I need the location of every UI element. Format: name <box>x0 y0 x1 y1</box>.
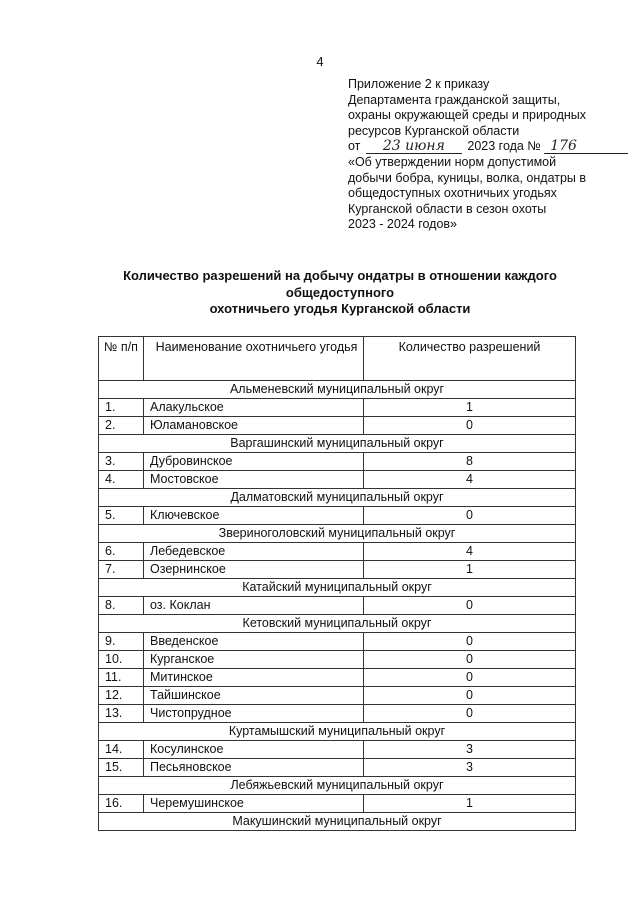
permit-count: 4 <box>364 543 576 561</box>
district-name: Кетовский муниципальный округ <box>99 615 576 633</box>
table-row <box>99 417 576 435</box>
hunting-ground-name: оз. Коклан <box>144 597 364 615</box>
permit-count: 1 <box>364 795 576 813</box>
district-row <box>99 489 576 507</box>
permits-table <box>98 336 576 831</box>
hunting-ground-name: Мостовское <box>144 471 364 489</box>
table-row <box>99 543 576 561</box>
permit-count: 1 <box>364 399 576 417</box>
hunting-ground-name: Ключевское <box>144 507 364 525</box>
table-row <box>99 759 576 777</box>
appendix-header <box>348 77 618 233</box>
table-row <box>99 687 576 705</box>
hunting-ground-name: Митинское <box>144 669 364 687</box>
table-row <box>99 561 576 579</box>
table-row <box>99 669 576 687</box>
header-number: № п/п <box>99 337 144 381</box>
handwritten-order-date: 23 июня <box>366 140 462 154</box>
row-number: 6. <box>99 543 144 561</box>
table-row <box>99 399 576 417</box>
district-row <box>99 813 576 831</box>
order-title-line: «Об утверждении норм допустимой <box>348 154 557 169</box>
permit-count: 0 <box>364 687 576 705</box>
hunting-ground-name: Чистопрудное <box>144 705 364 723</box>
hunting-ground-name: Черемушинское <box>144 795 364 813</box>
district-row <box>99 525 576 543</box>
order-reference <box>348 139 618 155</box>
permit-count: 0 <box>364 705 576 723</box>
district-name: Далматовский муниципальный округ <box>99 489 576 507</box>
permit-count: 0 <box>364 669 576 687</box>
row-number: 10. <box>99 651 144 669</box>
header-line: ресурсов Курганской области <box>348 123 520 138</box>
order-title-line: общедоступных охотничьих угодьях <box>348 186 557 201</box>
order-title-line: 2023 - 2024 годов» <box>348 217 457 232</box>
hunting-ground-name: Лебедевское <box>144 543 364 561</box>
row-number: 4. <box>99 471 144 489</box>
district-row <box>99 615 576 633</box>
permit-count: 4 <box>364 471 576 489</box>
permit-count: 0 <box>364 507 576 525</box>
row-number: 11. <box>99 669 144 687</box>
district-name: Макушинский муниципальный округ <box>99 813 576 831</box>
row-number: 14. <box>99 741 144 759</box>
district-name: Лебяжьевский муниципальный округ <box>99 777 576 795</box>
row-number: 5. <box>99 507 144 525</box>
district-row <box>99 723 576 741</box>
permit-count: 0 <box>364 597 576 615</box>
hunting-ground-name: Введенское <box>144 633 364 651</box>
hunting-ground-name: Курганское <box>144 651 364 669</box>
header-line: охраны окружающей среды и природных <box>348 108 587 123</box>
page-number: 4 <box>316 54 324 69</box>
table-row <box>99 795 576 813</box>
permit-count: 3 <box>364 759 576 777</box>
document-title-line: общедоступного <box>285 284 395 300</box>
district-row <box>99 579 576 597</box>
permit-count: 0 <box>364 651 576 669</box>
district-name: Звериноголовский муниципальный округ <box>99 525 576 543</box>
permit-count: 3 <box>364 741 576 759</box>
document-title-line: охотничьего угодья Курганской области <box>209 301 471 316</box>
district-name: Катайский муниципальный округ <box>99 579 576 597</box>
row-number: 2. <box>99 417 144 435</box>
table-row <box>99 507 576 525</box>
table-row <box>99 597 576 615</box>
row-number: 13. <box>99 705 144 723</box>
hunting-ground-name: Тайшинское <box>144 687 364 705</box>
order-title-line: Курганской области в сезон охоты <box>348 201 547 216</box>
table-row <box>99 705 576 723</box>
district-name: Варгашинский муниципальный округ <box>99 435 576 453</box>
permit-count: 0 <box>364 417 576 435</box>
district-row <box>99 381 576 399</box>
header-line: Департамента гражданской защиты, <box>348 92 561 107</box>
table-row <box>99 453 576 471</box>
table-row <box>99 633 576 651</box>
permit-count: 1 <box>364 561 576 579</box>
table-header-row <box>99 337 576 381</box>
district-row <box>99 777 576 795</box>
row-number: 15. <box>99 759 144 777</box>
document-title <box>80 268 600 318</box>
permit-count: 8 <box>364 453 576 471</box>
district-row <box>99 435 576 453</box>
permit-count: 0 <box>364 633 576 651</box>
row-number: 8. <box>99 597 144 615</box>
hunting-ground-name: Косулинское <box>144 741 364 759</box>
district-name: Куртамышский муниципальный округ <box>99 723 576 741</box>
hunting-ground-name: Озернинское <box>144 561 364 579</box>
row-number: 7. <box>99 561 144 579</box>
row-number: 9. <box>99 633 144 651</box>
table-row <box>99 741 576 759</box>
row-number: 3. <box>99 453 144 471</box>
hunting-ground-name: Дубровинское <box>144 453 364 471</box>
order-year: 2023 года № <box>467 139 541 154</box>
header-hunting-ground: Наименование охотничьего угодья <box>144 337 364 381</box>
table-row <box>99 651 576 669</box>
order-prefix: от <box>348 139 361 154</box>
hunting-ground-name: Юламановское <box>144 417 364 435</box>
handwritten-order-number: 176 <box>544 140 628 154</box>
header-line: Приложение 2 к приказу <box>348 77 490 91</box>
hunting-ground-name: Песьяновское <box>144 759 364 777</box>
row-number: 12. <box>99 687 144 705</box>
table-row <box>99 471 576 489</box>
row-number: 16. <box>99 795 144 813</box>
row-number: 1. <box>99 399 144 417</box>
document-title-line: Количество разрешений на добычу ондатры в отношении каждого <box>123 268 557 283</box>
header-permit-count: Количество разрешений <box>364 337 576 381</box>
table-body <box>99 381 576 831</box>
order-title-line: добычи бобра, куницы, волка, ондатры в <box>348 170 587 185</box>
hunting-ground-name: Алакульское <box>144 399 364 417</box>
district-name: Альменевский муниципальный округ <box>99 381 576 399</box>
